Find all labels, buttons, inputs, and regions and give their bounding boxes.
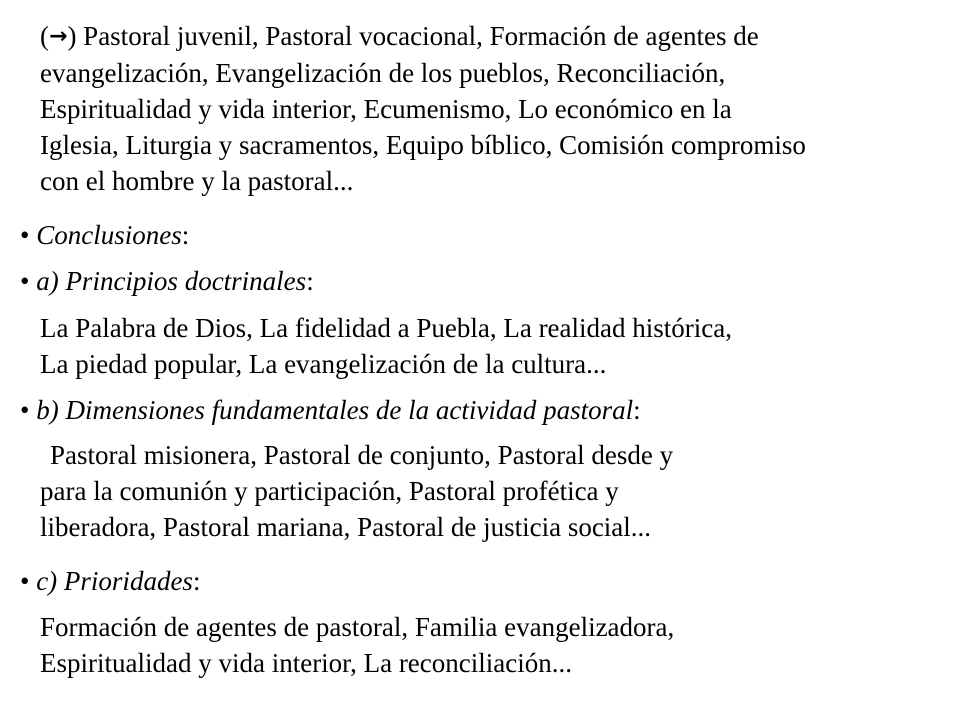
bullet-prioridades: • c) Prioridades: [20,566,201,596]
bullet-principios: • a) Principios doctrinales: [20,266,314,296]
dimensiones-line-1: Pastoral misionera, Pastoral de conjunto, Pastoral desde y [50,440,674,470]
intro-line-5: con el hombre y la pastoral... [40,166,354,196]
bullet-label: b) Dimensiones fundamentales de la actividad pastoral [36,395,634,425]
prioridades-paragraph [40,609,674,681]
intro-line-3: Espiritualidad y vida interior, Ecumenismo, Lo económico en la [40,94,732,124]
bullet-dot: • [20,566,30,596]
principios-paragraph [40,310,732,382]
intro-line-1: (→) Pastoral juvenil, Pastoral vocacional, Formación de agentes de [40,18,806,55]
dimensiones-line-2: para la comunión y participación, Pastoral profética y [40,476,619,506]
prioridades-line-1: Formación de agentes de pastoral, Familia evangelizadora, [40,612,675,642]
prioridades-line-2: Espiritualidad y vida interior, La reconciliación... [40,648,572,678]
intro-line-2: evangelización, Evangelización de los pueblos, Reconciliación, [40,58,726,88]
principios-line-1: La Palabra de Dios, La fidelidad a Puebla, La realidad histórica, [40,313,732,343]
bullet-label: a) Principios doctrinales [36,266,307,296]
bullet-label: c) Prioridades [36,566,193,596]
bullet-label: Conclusiones [36,220,182,250]
bullet-dimensiones: • b) Dimensiones fundamentales de la actividad pastoral: [20,395,641,425]
principios-line-2: La piedad popular, La evangelización de la cultura... [40,349,607,379]
right-arrow-icon: → [49,24,68,49]
bullet-dot: • [20,395,30,425]
intro-paragraph [40,18,806,199]
bullet-dot: • [20,220,30,250]
intro-line-4: Iglesia, Liturgia y sacramentos, Equipo bíblico, Comisión compromiso [40,130,806,160]
dimensiones-paragraph [40,437,673,545]
bullet-dot: • [20,266,30,296]
dimensiones-line-3: liberadora, Pastoral mariana, Pastoral de justicia social... [40,512,652,542]
bullet-conclusiones: • Conclusiones: [20,220,190,250]
